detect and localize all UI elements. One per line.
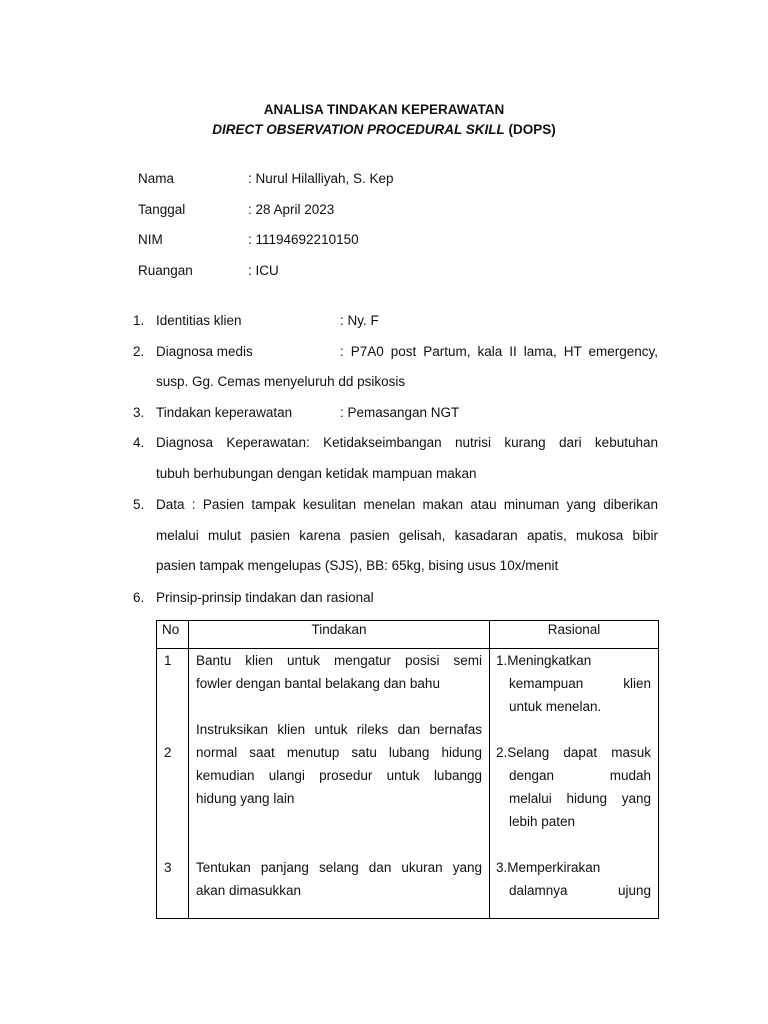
item-6-text: Prinsip-prinsip tindakan dan rasional	[156, 590, 374, 605]
room-value: : ICU	[248, 263, 279, 278]
date-label: Tanggal	[138, 202, 186, 217]
item-5-line-3: pasien tampak mengelupas (SJS), BB: 65kg, bising usus 10x/menit	[156, 558, 559, 573]
nim-value: : 11194692210150	[248, 232, 359, 247]
item-2-value: : P7A0 post Partum, kala II lama, HT emergency,	[340, 344, 658, 359]
tindakan-line: kemudian ulangi prosedur untuk lubangg	[196, 768, 482, 783]
nim-label: NIM	[138, 232, 163, 247]
date-value: : 28 April 2023	[248, 202, 335, 217]
name-label: Nama	[138, 171, 175, 186]
table-col-divider-2	[489, 620, 490, 919]
rasional-line: 3.Memperkirakan	[496, 860, 601, 875]
rasional-line: 1.Meningkatkan	[496, 653, 592, 668]
table-border-right	[658, 620, 659, 919]
table-header-rasional: Rasional	[547, 622, 601, 637]
name-value: : Nurul Hilalliyah, S. Kep	[248, 171, 394, 186]
subtitle-suffix: (DOPS)	[504, 122, 556, 137]
tindakan-line: fowler dengan bantal belakang dan bahu	[196, 676, 440, 691]
rasional-line: dalamnya ujung	[509, 883, 651, 898]
item-6-number: 6.	[133, 590, 145, 605]
item-3-label: Tindakan keperawatan	[156, 405, 293, 420]
item-2-label: Diagnosa medis	[156, 344, 253, 359]
item-5-number: 5.	[133, 497, 145, 512]
item-2-continuation: susp. Gg. Cemas menyeluruh dd psikosis	[156, 374, 406, 389]
item-1-value: : Ny. F	[340, 313, 379, 328]
table-border-left	[156, 620, 157, 919]
item-4-number: 4.	[133, 435, 145, 450]
item-1-number: 1.	[133, 313, 145, 328]
subtitle-italic: DIRECT OBSERVATION PROCEDURAL SKILL	[212, 122, 505, 137]
item-3-number: 3.	[133, 405, 145, 420]
table-border-bottom	[156, 918, 659, 919]
table-header-no: No	[162, 622, 180, 637]
table-header-divider	[156, 648, 659, 649]
tindakan-line: akan dimasukkan	[196, 883, 302, 898]
tindakan-line: normal saat menutup satu lubang hidung	[196, 745, 482, 760]
rasional-line: melalui hidung yang	[509, 791, 651, 806]
table-row-no-1: 1	[164, 653, 172, 668]
rasional-line: kemampuan klien	[509, 676, 651, 691]
rasional-line: lebih paten	[509, 814, 576, 829]
document-subtitle	[0, 122, 768, 138]
document-title: ANALISA TINDAKAN KEPERAWATAN	[263, 102, 505, 117]
item-5-line-2: melalui mulut pasien karena pasien gelisah, kasadaran apatis, mukosa bibir	[156, 528, 658, 543]
tindakan-line: hidung yang lain	[196, 791, 295, 806]
table-row-no-3: 3	[164, 860, 172, 875]
room-label: Ruangan	[138, 263, 193, 278]
rasional-line: untuk menelan.	[509, 699, 602, 714]
table-col-divider-1	[188, 620, 189, 919]
item-5-line-1: Data : Pasien tampak kesulitan menelan makan atau minuman yang diberikan	[156, 497, 658, 512]
item-2-number: 2.	[133, 344, 145, 359]
table-border-top	[156, 620, 659, 621]
tindakan-line: Instruksikan klien untuk rileks dan bernafas	[196, 722, 482, 737]
rasional-line: dengan mudah	[509, 768, 651, 783]
item-1-label: Identitias klien	[156, 313, 242, 328]
item-4-line-1: Diagnosa Keperawatan: Ketidakseimbangan nutrisi kurang dari kebutuhan	[156, 435, 658, 450]
table-row-no-2: 2	[164, 745, 172, 760]
rasional-line: 2.Selang dapat masuk	[496, 745, 651, 760]
item-3-value: : Pemasangan NGT	[340, 405, 460, 420]
tindakan-line: Bantu klien untuk mengatur posisi semi	[196, 653, 482, 668]
item-4-line-2: tubuh berhubungan dengan ketidak mampuan makan	[156, 466, 477, 481]
table-header-tindakan: Tindakan	[311, 622, 367, 637]
tindakan-line: Tentukan panjang selang dan ukuran yang	[196, 860, 482, 875]
